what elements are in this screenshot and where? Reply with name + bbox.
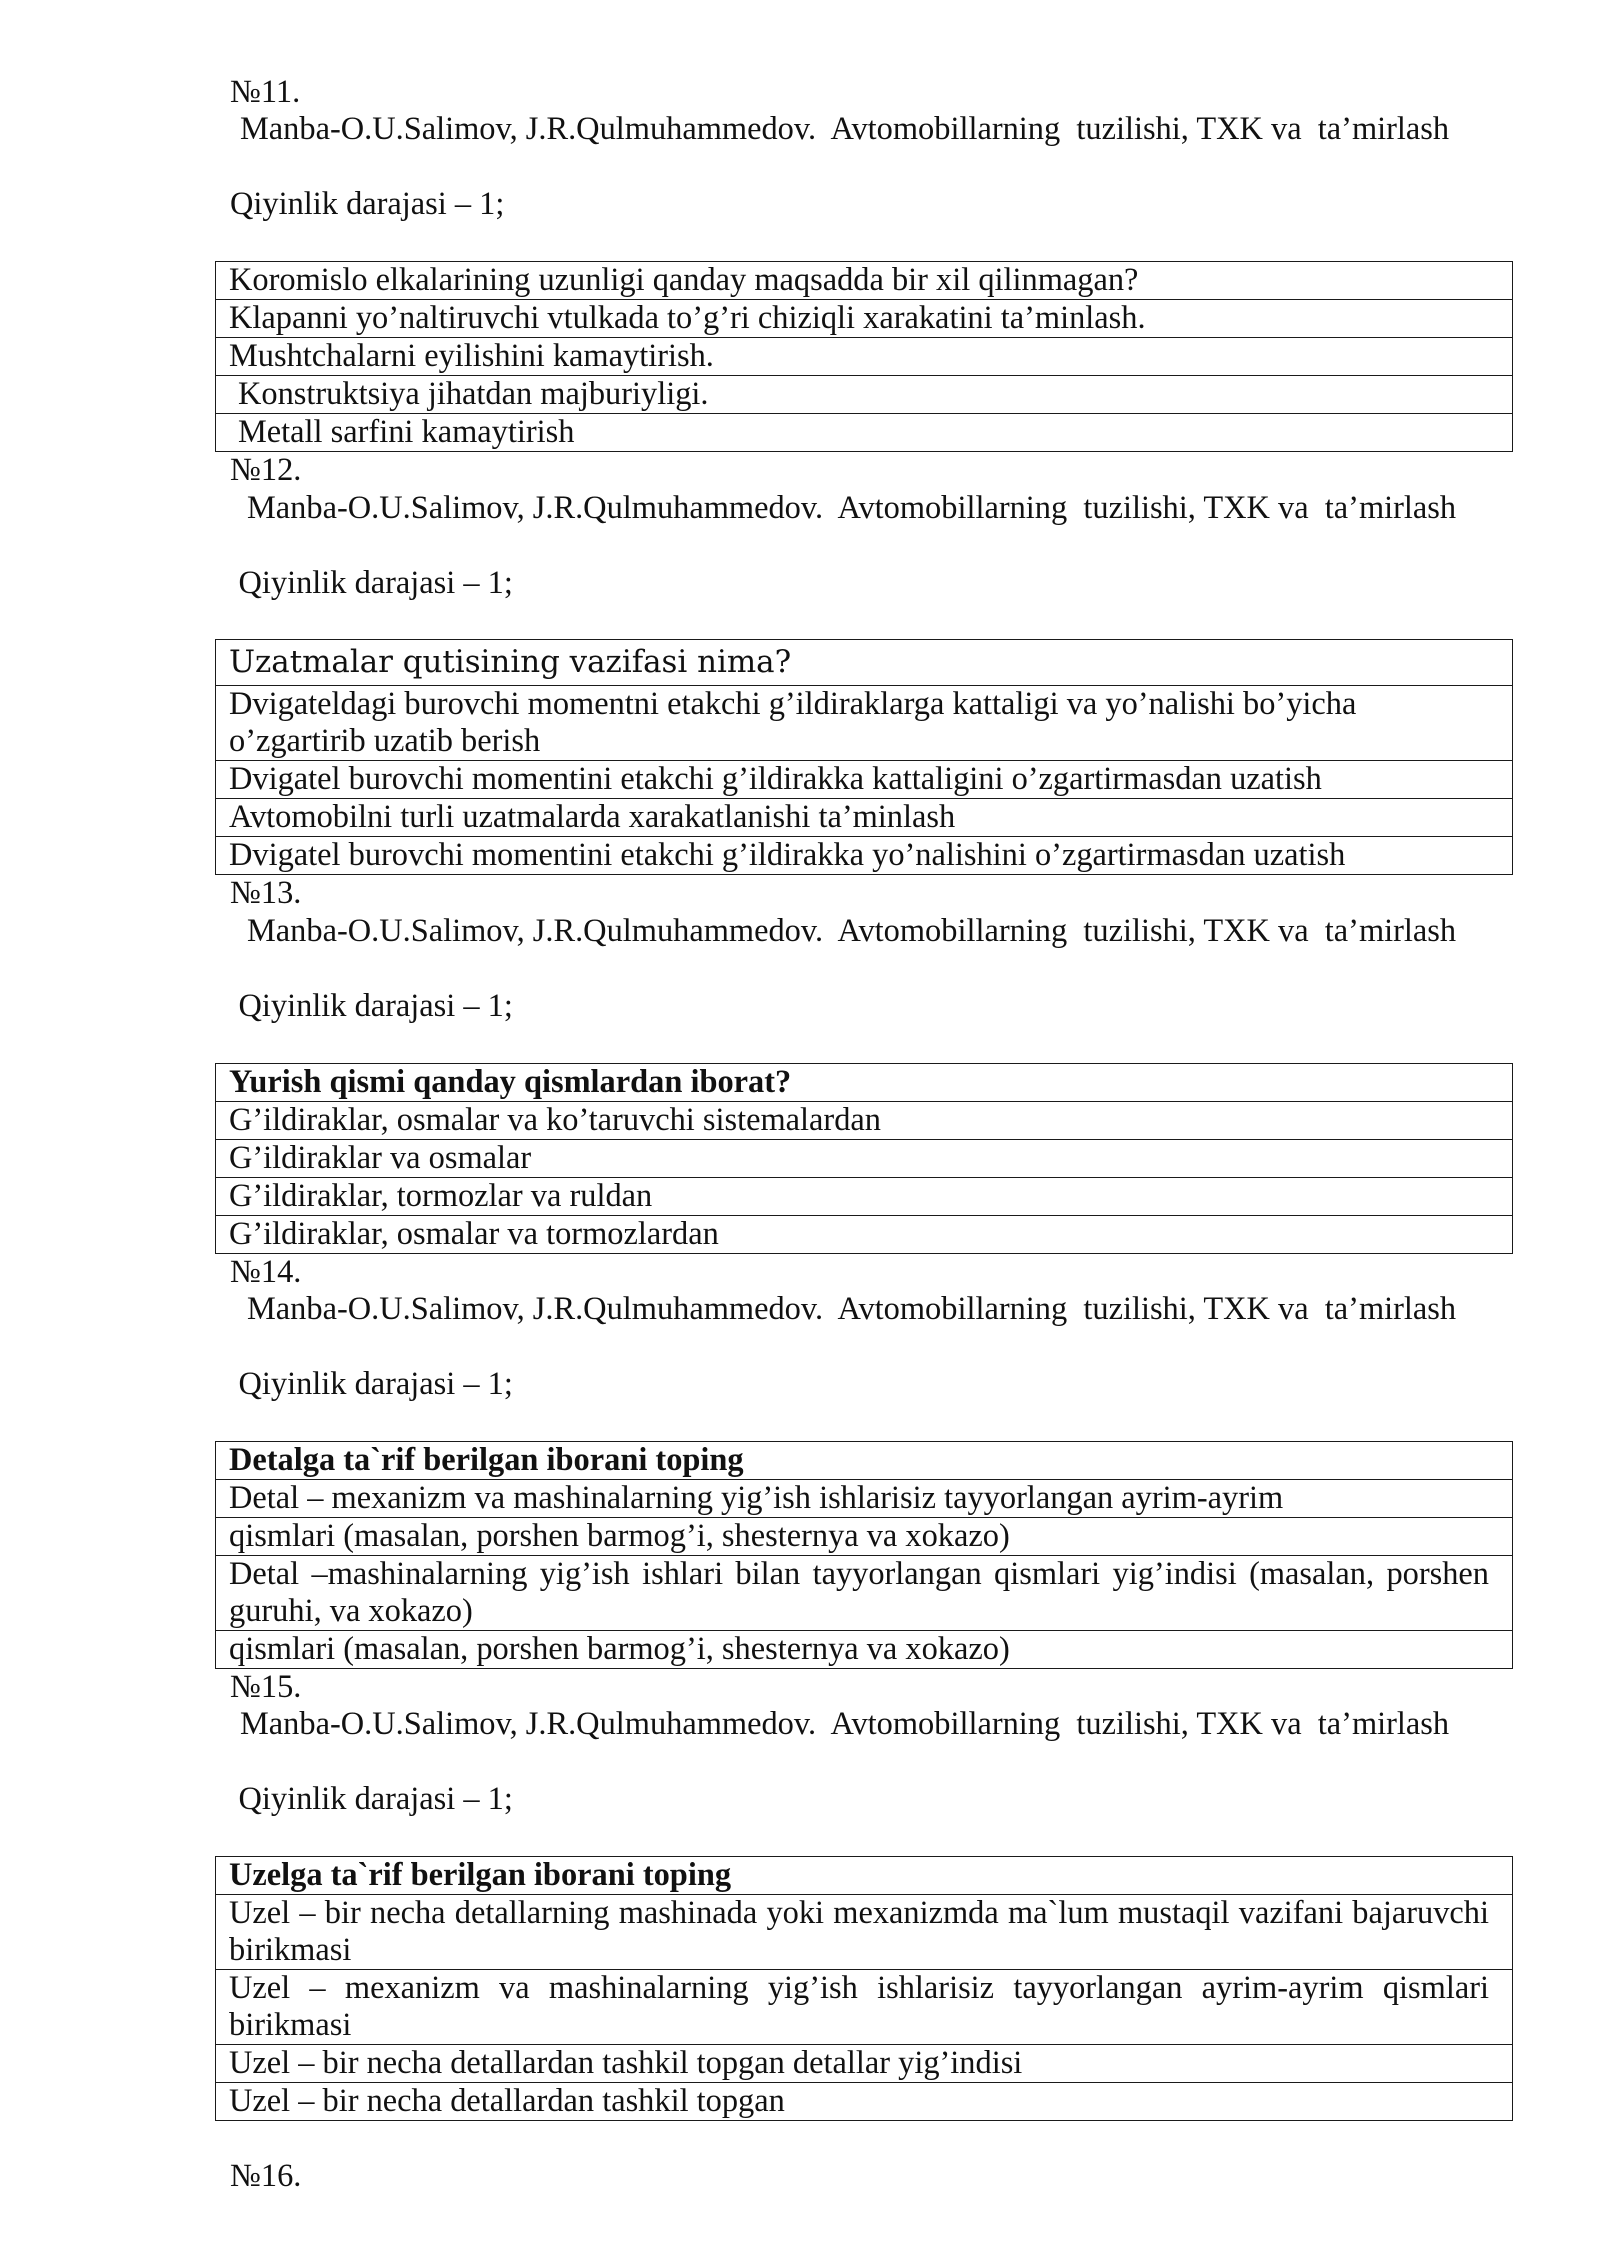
question-text: Yurish qismi qanday qismlardan iborat? [216,1063,1513,1101]
difficulty-level: Qiyinlik darajasi – 1; [238,1781,513,1818]
question-number: №13. [230,875,302,912]
option-row [216,1555,1513,1630]
answer-option: Dvigatel burovchi momentini etakchi g’ildirakka kattaligini o’zgartirmasdan uzatish [216,761,1513,799]
question-table [215,261,1513,452]
question-number: №11. [230,74,301,110]
answer-option: Dvigatel burovchi momentini etakchi g’ildirakka yo’nalishini o’zgartirmasdan uzatish [216,837,1513,875]
answer-option: Detal –mashinalarning yig’ish ishlari bilan tayyorlangan qismlari yig’indisi (masalan, porshen guruhi, va xokazo) [216,1555,1513,1630]
option-row [216,2082,1513,2120]
answer-option: G’ildiraklar, osmalar va ko’taruvchi sistemalardan [216,1101,1513,1139]
question-text: Uzatmalar qutisining vazifasi nima? [216,640,1513,686]
question-row [216,1441,1513,1479]
question-number: №15. [230,1668,302,1705]
option-row [216,338,1513,376]
answer-option: G’ildiraklar, tormozlar va ruldan [216,1177,1513,1215]
question-number: №12. [230,452,302,489]
question-block-15 [215,1669,1513,2121]
question-table [215,1856,1513,2121]
difficulty-level: Qiyinlik darajasi – 1; [238,564,513,601]
question-text: Detalga ta`rif berilgan iborani toping [216,1441,1513,1479]
question-table [215,1441,1513,1669]
document-page [215,74,1513,2196]
option-row [216,1630,1513,1668]
source-reference: Manba-O.U.Salimov, J.R.Qulmuhammedov. Avtomobillarning tuzilishi, TXK va ta’mirlash [240,111,1450,148]
question-number: №14. [230,1253,302,1290]
question-text: Uzelga ta`rif berilgan iborani toping [216,1856,1513,1894]
answer-option: Uzel – bir necha detallardan tashkil topgan [216,2082,1513,2120]
option-row [216,1215,1513,1253]
option-row [216,300,1513,338]
option-row [216,414,1513,452]
question-table [215,639,1513,875]
question-block-14 [215,1254,1513,1669]
answer-option: Avtomobilni turli uzatmalarda xarakatlanishi ta’minlash [216,799,1513,837]
answer-option: Uzel – bir necha detallardan tashkil topgan detallar yig’indisi [216,2044,1513,2082]
question-block-13 [215,875,1513,1253]
answer-option: Klapanni yo’naltiruvchi vtulkada to’g’ri chiziqli xarakatini ta’minlash. [216,300,1513,338]
answer-option: Uzel – bir necha detallarning mashinada yoki mexanizmda ma`lum mustaqil vazifani bajaruvchi birikmasi [216,1894,1513,1969]
source-reference: Manba-O.U.Salimov, J.R.Qulmuhammedov. Avtomobillarning tuzilishi, TXK va ta’mirlash [247,489,1457,526]
answer-option: Metall sarfini kamaytirish [216,414,1513,452]
question-block-11 [215,74,1513,452]
option-row [216,761,1513,799]
source-reference: Manba-O.U.Salimov, J.R.Qulmuhammedov. Avtomobillarning tuzilishi, TXK va ta’mirlash [240,1706,1450,1743]
difficulty-level: Qiyinlik darajasi – 1; [238,1365,513,1402]
question-row [216,262,1513,300]
answer-option: qismlari (masalan, porshen barmog’i, shesternya va xokazo) [216,1630,1513,1668]
answer-option: G’ildiraklar va osmalar [216,1139,1513,1177]
question-text: Koromislo elkalarining uzunligi qanday maqsadda bir xil qilinmagan? [216,262,1513,300]
difficulty-level: Qiyinlik darajasi – 1; [238,987,513,1024]
option-row [216,1969,1513,2044]
option-row [216,1479,1513,1517]
option-row [216,1894,1513,1969]
answer-option: Konstruktsiya jihatdan majburiyligi. [216,376,1513,414]
option-row [216,837,1513,875]
question-row [216,1856,1513,1894]
answer-option: Detal – mexanizm va mashinalarning yig’ish ishlarisiz tayyorlangan ayrim-ayrim [216,1479,1513,1517]
answer-option: G’ildiraklar, osmalar va tormozlardan [216,1215,1513,1253]
question-row [216,1063,1513,1101]
answer-option: Mushtchalarni eyilishini kamaytirish. [216,338,1513,376]
option-row [216,1517,1513,1555]
option-row [216,2044,1513,2082]
option-row [216,376,1513,414]
option-row [216,686,1513,761]
answer-option: qismlari (masalan, porshen barmog’i, shesternya va xokazo) [216,1517,1513,1555]
difficulty-level: Qiyinlik darajasi – 1; [230,186,505,223]
option-row [216,1139,1513,1177]
question-table [215,1063,1513,1254]
source-reference: Manba-O.U.Salimov, J.R.Qulmuhammedov. Avtomobillarning tuzilishi, TXK va ta’mirlash [247,1291,1457,1327]
question-row [216,640,1513,686]
question-block-12 [215,452,1513,875]
question-number: №16. [230,2158,302,2195]
option-row [216,1101,1513,1139]
option-row [216,1177,1513,1215]
answer-option: Uzel – mexanizm va mashinalarning yig’ish ishlarisiz tayyorlangan ayrim-ayrim qismlari birikmasi [216,1969,1513,2044]
option-row [216,799,1513,837]
answer-option: Dvigateldagi burovchi momentni etakchi g’ildiraklarga kattaligi va yo’nalishi bo’yicha o’zgartirib uzatib berish [216,686,1513,761]
source-reference: Manba-O.U.Salimov, J.R.Qulmuhammedov. Avtomobillarning tuzilishi, TXK va ta’mirlash [247,912,1457,949]
question-block-16 [215,2158,1513,2195]
